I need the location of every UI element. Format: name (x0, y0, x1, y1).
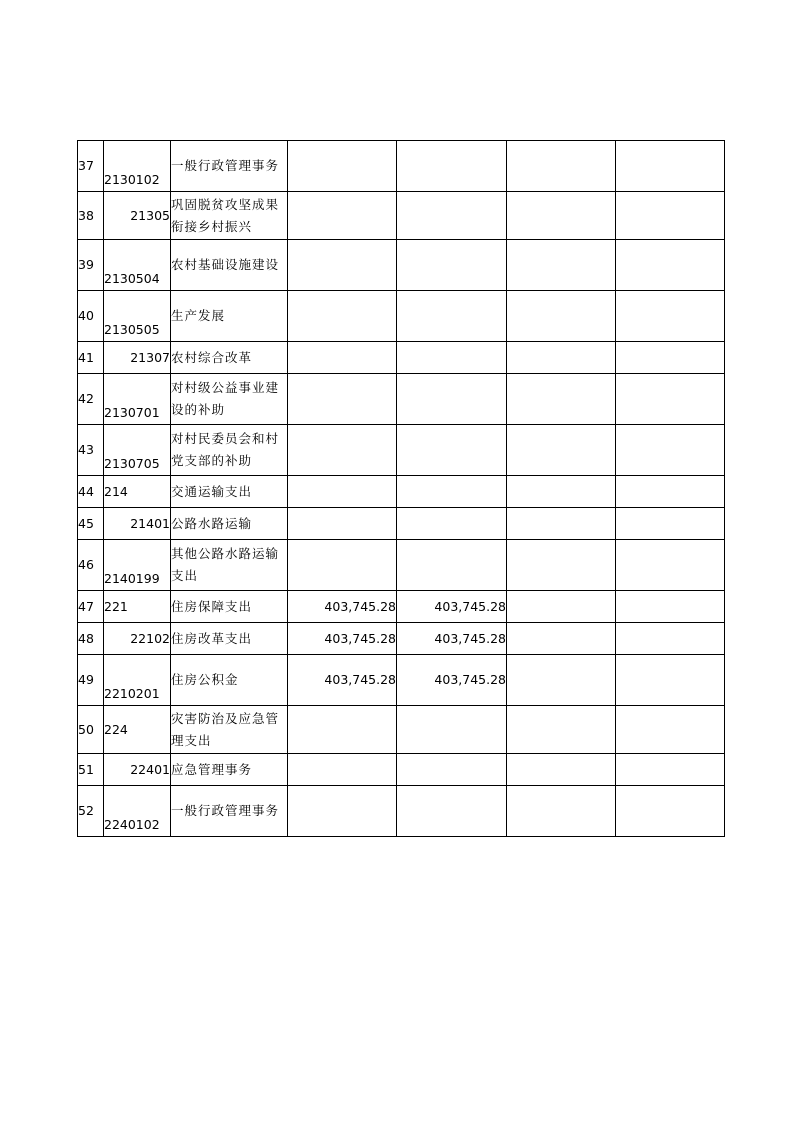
row-index-cell: 46 (78, 540, 104, 591)
amount-basic-cell (397, 425, 507, 476)
amount-project-cell (507, 508, 616, 540)
amount-basic-cell (397, 508, 507, 540)
amount-other-cell (616, 754, 725, 786)
amount-other-cell (616, 240, 725, 291)
row-index-cell: 49 (78, 655, 104, 706)
subject-name-cell: 对村民委员会和村党支部的补助 (171, 425, 288, 476)
row-index-cell: 51 (78, 754, 104, 786)
amount-total-cell (288, 291, 397, 342)
table-row (78, 754, 725, 786)
amount-project-cell (507, 706, 616, 754)
subject-name-cell: 巩固脱贫攻坚成果衔接乡村振兴 (171, 192, 288, 240)
amount-project-cell (507, 141, 616, 192)
amount-total-cell (288, 508, 397, 540)
amount-total-cell (288, 374, 397, 425)
row-index-cell: 38 (78, 192, 104, 240)
amount-basic-cell (397, 476, 507, 508)
subject-code-cell: 2130102 (104, 141, 171, 192)
table-row (78, 706, 725, 754)
amount-basic-cell (397, 291, 507, 342)
subject-name-cell: 农村基础设施建设 (171, 240, 288, 291)
row-index-cell: 44 (78, 476, 104, 508)
subject-name-cell: 农村综合改革 (171, 342, 288, 374)
amount-other-cell (616, 706, 725, 754)
amount-basic-cell: 403,745.28 (397, 591, 507, 623)
amount-project-cell (507, 754, 616, 786)
amount-total-cell (288, 141, 397, 192)
amount-total-cell: 403,745.28 (288, 591, 397, 623)
row-index-cell: 39 (78, 240, 104, 291)
amount-total-cell (288, 706, 397, 754)
amount-other-cell (616, 374, 725, 425)
subject-name-cell: 住房改革支出 (171, 623, 288, 655)
amount-total-cell (288, 240, 397, 291)
amount-other-cell (616, 508, 725, 540)
subject-code-cell: 22401 (104, 754, 171, 786)
row-index-cell: 42 (78, 374, 104, 425)
row-index-cell: 48 (78, 623, 104, 655)
row-index-cell: 50 (78, 706, 104, 754)
row-index-cell: 45 (78, 508, 104, 540)
table-row (78, 591, 725, 623)
row-index-cell: 47 (78, 591, 104, 623)
subject-code-cell: 221 (104, 591, 171, 623)
subject-code-cell: 2130705 (104, 425, 171, 476)
amount-project-cell (507, 240, 616, 291)
row-index-cell: 37 (78, 141, 104, 192)
subject-code-cell: 2130505 (104, 291, 171, 342)
subject-name-cell: 住房公积金 (171, 655, 288, 706)
subject-code-cell: 214 (104, 476, 171, 508)
table-row (78, 192, 725, 240)
amount-other-cell (616, 342, 725, 374)
table-row (78, 623, 725, 655)
row-index-cell: 41 (78, 342, 104, 374)
amount-total-cell (288, 786, 397, 837)
amount-total-cell (288, 192, 397, 240)
subject-name-cell: 灾害防治及应急管理支出 (171, 706, 288, 754)
subject-name-cell: 一般行政管理事务 (171, 786, 288, 837)
subject-code-cell: 2240102 (104, 786, 171, 837)
amount-other-cell (616, 192, 725, 240)
table-row (78, 655, 725, 706)
subject-name-cell: 生产发展 (171, 291, 288, 342)
table-body (78, 141, 725, 837)
amount-project-cell (507, 291, 616, 342)
subject-code-cell: 2130701 (104, 374, 171, 425)
row-index-cell: 40 (78, 291, 104, 342)
amount-basic-cell (397, 374, 507, 425)
budget-expenditure-table (77, 140, 725, 837)
amount-total-cell (288, 754, 397, 786)
table-row (78, 476, 725, 508)
amount-basic-cell (397, 141, 507, 192)
subject-code-cell: 22102 (104, 623, 171, 655)
amount-basic-cell (397, 706, 507, 754)
amount-project-cell (507, 655, 616, 706)
amount-total-cell (288, 540, 397, 591)
subject-code-cell: 224 (104, 706, 171, 754)
amount-other-cell (616, 540, 725, 591)
table-row (78, 291, 725, 342)
amount-other-cell (616, 655, 725, 706)
amount-basic-cell (397, 786, 507, 837)
amount-project-cell (507, 192, 616, 240)
table-row (78, 786, 725, 837)
table-row (78, 425, 725, 476)
amount-other-cell (616, 591, 725, 623)
amount-project-cell (507, 591, 616, 623)
subject-code-cell: 21401 (104, 508, 171, 540)
amount-other-cell (616, 141, 725, 192)
amount-other-cell (616, 623, 725, 655)
amount-project-cell (507, 540, 616, 591)
amount-total-cell (288, 425, 397, 476)
subject-code-cell: 2140199 (104, 540, 171, 591)
amount-total-cell: 403,745.28 (288, 623, 397, 655)
amount-basic-cell (397, 240, 507, 291)
amount-basic-cell (397, 342, 507, 374)
amount-basic-cell: 403,745.28 (397, 623, 507, 655)
amount-total-cell (288, 342, 397, 374)
subject-name-cell: 应急管理事务 (171, 754, 288, 786)
amount-basic-cell (397, 192, 507, 240)
subject-code-cell: 21307 (104, 342, 171, 374)
subject-name-cell: 一般行政管理事务 (171, 141, 288, 192)
subject-name-cell: 交通运输支出 (171, 476, 288, 508)
amount-project-cell (507, 425, 616, 476)
amount-other-cell (616, 291, 725, 342)
table-row (78, 374, 725, 425)
amount-other-cell (616, 425, 725, 476)
table-row (78, 540, 725, 591)
amount-total-cell: 403,745.28 (288, 655, 397, 706)
subject-name-cell: 公路水路运输 (171, 508, 288, 540)
subject-name-cell: 对村级公益事业建设的补助 (171, 374, 288, 425)
amount-project-cell (507, 374, 616, 425)
amount-project-cell (507, 786, 616, 837)
subject-name-cell: 其他公路水路运输支出 (171, 540, 288, 591)
subject-code-cell: 2210201 (104, 655, 171, 706)
amount-project-cell (507, 623, 616, 655)
subject-code-cell: 2130504 (104, 240, 171, 291)
amount-basic-cell: 403,745.28 (397, 655, 507, 706)
amount-basic-cell (397, 754, 507, 786)
amount-project-cell (507, 342, 616, 374)
row-index-cell: 52 (78, 786, 104, 837)
amount-other-cell (616, 786, 725, 837)
subject-code-cell: 21305 (104, 192, 171, 240)
amount-total-cell (288, 476, 397, 508)
amount-basic-cell (397, 540, 507, 591)
table-row (78, 508, 725, 540)
table-row (78, 342, 725, 374)
amount-other-cell (616, 476, 725, 508)
row-index-cell: 43 (78, 425, 104, 476)
amount-project-cell (507, 476, 616, 508)
table-row (78, 240, 725, 291)
subject-name-cell: 住房保障支出 (171, 591, 288, 623)
table-row (78, 141, 725, 192)
